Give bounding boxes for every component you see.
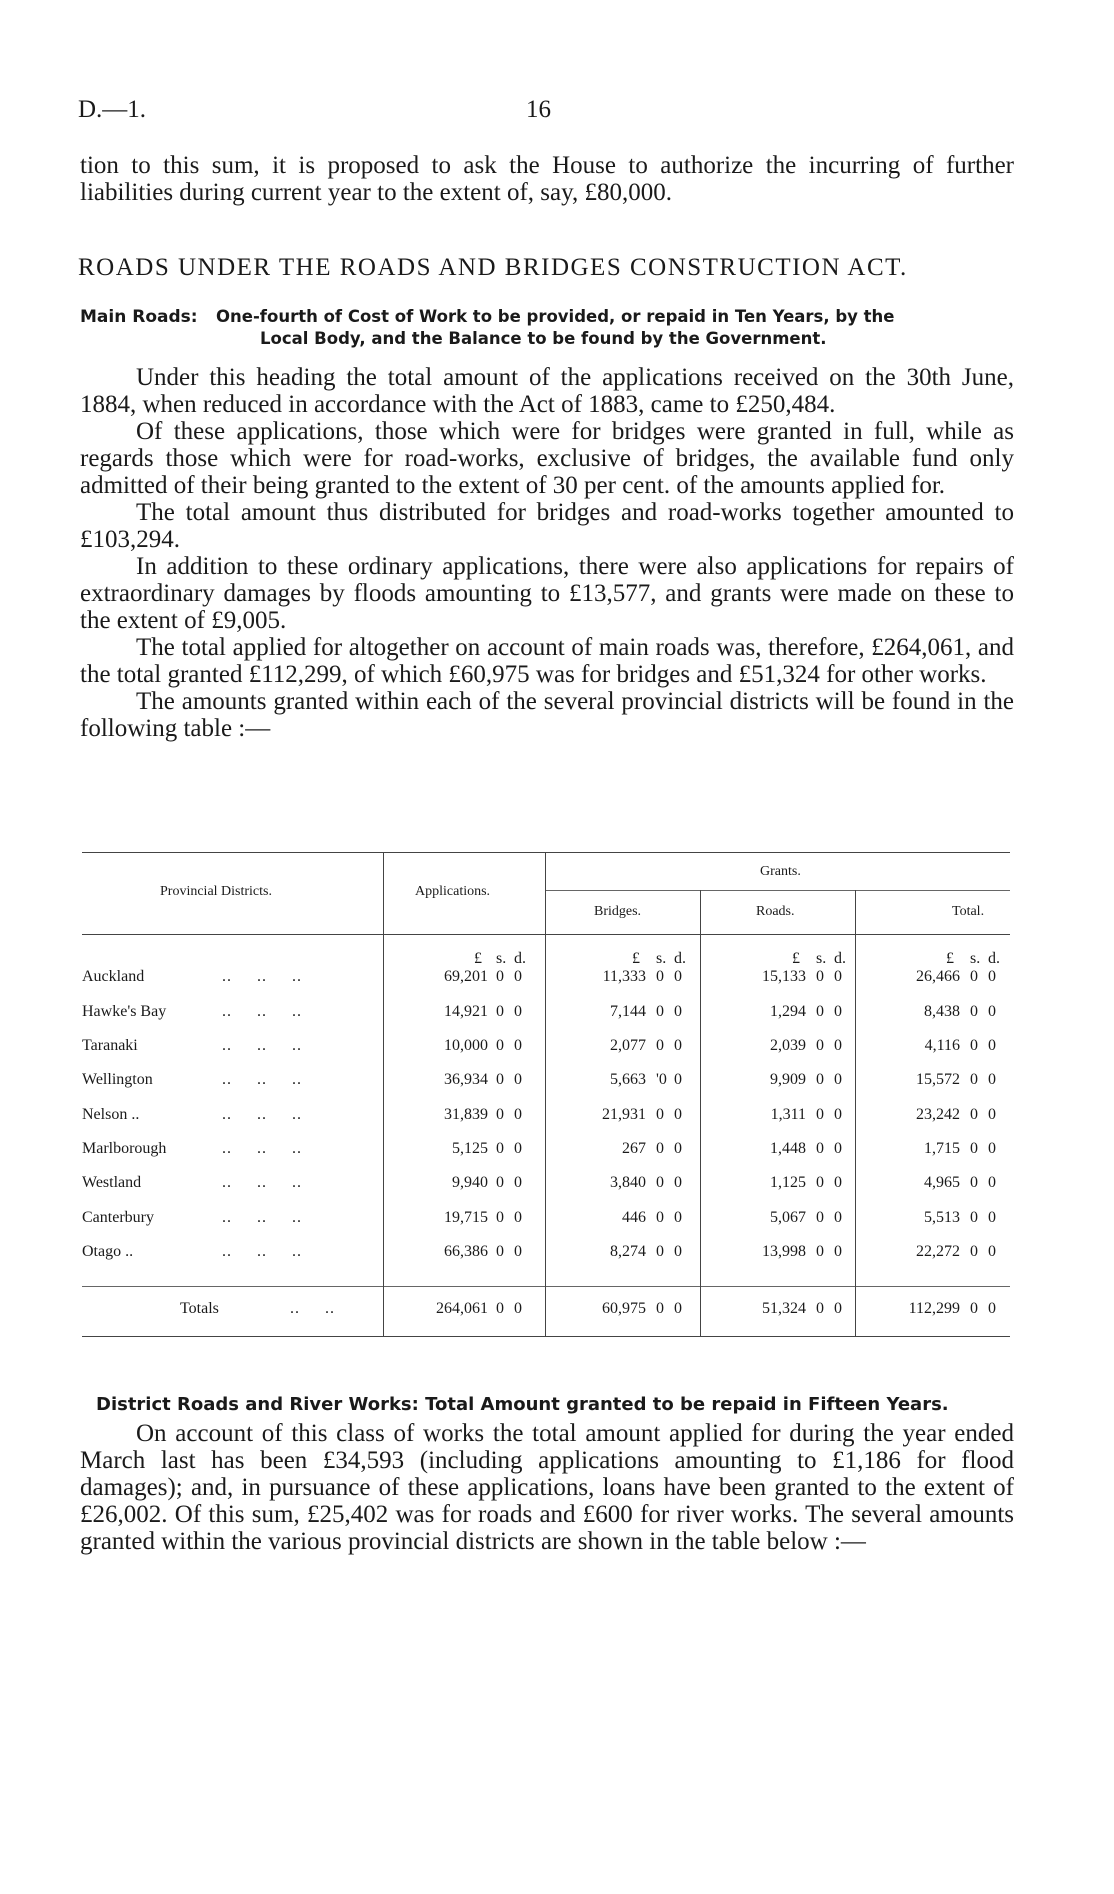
amount-total: 4,965: [924, 1174, 960, 1191]
amount-shillings: 0: [816, 1209, 824, 1226]
paragraph: In addition to these ordinary applications, there were also applications for repairs of extraordinary damages by floods amounting to £13,577, and grants were made on these to the extent of £9,005.: [80, 553, 1014, 634]
amount-roads: 1,448: [770, 1140, 806, 1157]
amount-bridges: 7,144: [610, 1003, 646, 1020]
amount-pence: 0: [674, 1106, 682, 1123]
amount-pence: 0: [514, 1140, 522, 1157]
district-name: Otago ..: [82, 1243, 134, 1260]
amount-pence: 0: [834, 1243, 842, 1260]
amount-shillings: 0: [816, 1140, 824, 1157]
amount-shillings: 0: [656, 1037, 664, 1054]
amount-pence: 0: [988, 1106, 996, 1123]
total-amount-roads: 51,324: [762, 1300, 806, 1317]
page-number: 16: [526, 96, 551, 123]
amount-applications: 19,715: [444, 1209, 488, 1226]
unit-pence-label: d.: [514, 950, 526, 967]
amount-total: 22,272: [916, 1243, 960, 1260]
amount-pence: 0: [988, 1071, 996, 1088]
leader-dots: .. .. ..: [222, 1140, 302, 1157]
paragraph: The amounts granted within each of the several provincial districts will be found in the following table :—: [80, 688, 1014, 742]
district-name: Marlborough: [82, 1140, 167, 1157]
amount-roads: 2,039: [770, 1037, 806, 1054]
district-name: Wellington: [82, 1071, 153, 1088]
amount-shillings: 0: [496, 1003, 504, 1020]
amount-pence: 0: [988, 968, 996, 985]
amount-applications: 69,201: [444, 968, 488, 985]
district-roads-heading: District Roads and River Works: Total Amount granted to be repaid in Fifteen Years.: [96, 1394, 949, 1415]
amount-pence: 0: [988, 1140, 996, 1157]
amount-total: 4,116: [924, 1037, 960, 1054]
header-applications: Applications.: [415, 884, 491, 899]
amount-pence: 0: [674, 1037, 682, 1054]
amount-pence: 0: [834, 1071, 842, 1088]
district-roads-body: [80, 1420, 1014, 1555]
leader-dots: .. .. ..: [222, 1071, 302, 1088]
amount-applications: 66,386: [444, 1243, 488, 1260]
amount-pence: 0: [988, 1003, 996, 1020]
unit-pound-label: £: [946, 950, 954, 967]
amount-bridges: 446: [622, 1209, 646, 1226]
amount-total: 1,715: [924, 1140, 960, 1157]
amount-shillings: 0: [496, 1243, 504, 1260]
amount-pence: 0: [834, 1209, 842, 1226]
amount-pence: 0: [834, 1003, 842, 1020]
amount-pence: 0: [834, 1300, 842, 1317]
leader-dots: .. .. ..: [222, 1037, 302, 1054]
amount-shillings: 0: [816, 1243, 824, 1260]
amount-shillings: 0: [496, 1300, 504, 1317]
amount-pence: 0: [514, 1174, 522, 1191]
district-name: Auckland: [82, 968, 145, 985]
amount-roads: 1,311: [770, 1106, 806, 1123]
district-name: Taranaki: [82, 1037, 138, 1054]
amount-pence: 0: [834, 1037, 842, 1054]
amount-shillings: 0: [496, 1106, 504, 1123]
leader-dots: .. .. ..: [222, 1174, 302, 1191]
amount-bridges: 5,663: [610, 1071, 646, 1088]
column-divider: [383, 852, 384, 1336]
unit-pence-label: d.: [988, 950, 1000, 967]
page-header: [78, 96, 1036, 126]
amount-shillings: 0: [970, 1140, 978, 1157]
amount-shillings: 0: [970, 1106, 978, 1123]
amount-pence: 0: [988, 1037, 996, 1054]
amount-shillings: 0: [496, 1174, 504, 1191]
leader-dots: .. .. ..: [222, 1209, 302, 1226]
amount-pence: 0: [514, 1209, 522, 1226]
main-roads-label: Main Roads:: [80, 307, 198, 327]
header-total: Total.: [952, 904, 985, 919]
amount-applications: 36,934: [444, 1071, 488, 1088]
unit-pence-label: d.: [674, 950, 686, 967]
section-heading: ROADS UNDER THE ROADS AND BRIDGES CONSTRUCTION ACT.: [78, 254, 908, 281]
amount-pence: 0: [514, 1071, 522, 1088]
amount-total: 15,572: [916, 1071, 960, 1088]
main-roads-line-2: Local Body, and the Balance to be found by the Government.: [260, 329, 827, 348]
amount-pence: 0: [834, 1140, 842, 1157]
amount-pence: 0: [988, 1243, 996, 1260]
amount-shillings: 0: [816, 968, 824, 985]
amount-pence: 0: [674, 1209, 682, 1226]
main-roads-body: [80, 364, 1014, 742]
amount-total: 5,513: [924, 1209, 960, 1226]
amount-shillings: 0: [656, 1106, 664, 1123]
district-name: Canterbury: [82, 1209, 154, 1226]
amount-shillings: 0: [496, 1037, 504, 1054]
unit-pound-label: £: [632, 950, 640, 967]
totals-rule: [82, 1286, 1010, 1287]
amount-shillings: 0: [496, 1071, 504, 1088]
amount-pence: 0: [834, 1106, 842, 1123]
amount-shillings: 0: [816, 1300, 824, 1317]
unit-pound-label: £: [474, 950, 482, 967]
table-bottom-rule: [82, 1336, 1010, 1337]
amount-pence: 0: [674, 968, 682, 985]
district-name: Westland: [82, 1174, 142, 1191]
amount-pence: 0: [514, 1003, 522, 1020]
leader-dots: .. .. ..: [222, 1106, 302, 1123]
amount-shillings: 0: [816, 1071, 824, 1088]
amount-bridges: 11,333: [602, 968, 646, 985]
main-roads-subheading: [80, 306, 1020, 354]
district-name: Hawke's Bay: [82, 1003, 167, 1020]
grants-subheader-rule: [545, 890, 1010, 891]
paragraph: On account of this class of works the total amount applied for during the year ended March last has been £34,593 (including applications amounting to £1,186 for flood damages); and, in pursuance of these applications, loans have been granted to the extent of £26,002. Of this sum, £25,402 was for roads and £600 for river works. The several amounts granted within the various provincial districts are shown in the table below :—: [80, 1420, 1014, 1555]
amount-bridges: 8,274: [610, 1243, 646, 1260]
amount-shillings: 0: [970, 968, 978, 985]
amount-shillings: 0: [816, 1037, 824, 1054]
unit-shillings-label: s.: [970, 950, 981, 967]
amount-applications: 9,940: [452, 1174, 488, 1191]
amount-bridges: 2,077: [610, 1037, 646, 1054]
unit-pound-label: £: [792, 950, 800, 967]
leader-dots: .. .. ..: [222, 968, 302, 985]
amount-shillings: 0: [816, 1174, 824, 1191]
amount-total: 23,242: [916, 1106, 960, 1123]
amount-pence: 0: [988, 1300, 996, 1317]
paragraph: The total applied for altogether on account of main roads was, therefore, £264,061, and the total granted £112,299, of which £60,975 was for bridges and £51,324 for other works.: [80, 634, 1014, 688]
amount-pence: 0: [674, 1300, 682, 1317]
unit-pence-label: d.: [834, 950, 846, 967]
amount-pence: 0: [834, 968, 842, 985]
table-top-rule: [82, 852, 1010, 853]
main-roads-line-1: One-fourth of Cost of Work to be provided, or repaid in Ten Years, by the: [216, 307, 895, 326]
column-divider: [700, 890, 701, 1336]
unit-shillings-label: s.: [496, 950, 507, 967]
amount-roads: 1,294: [770, 1003, 806, 1020]
header-roads: Roads.: [756, 904, 795, 919]
amount-shillings: 0: [970, 1071, 978, 1088]
header-bridges: Bridges.: [594, 904, 642, 919]
amount-shillings: 0: [496, 1140, 504, 1157]
amount-shillings: 0: [970, 1243, 978, 1260]
paragraph: Of these applications, those which were for bridges were granted in full, while as regards those which were for road-works, exclusive of bridges, the available fund only admitted of their being granted to the extent of 30 per cent. of the amounts applied for.: [80, 418, 1014, 499]
amount-roads: 1,125: [770, 1174, 806, 1191]
amount-bridges: 267: [622, 1140, 646, 1157]
amount-shillings: 0: [970, 1209, 978, 1226]
amount-pence: 0: [674, 1174, 682, 1191]
amount-bridges: 21,931: [602, 1106, 646, 1123]
totals-label: Totals: [180, 1300, 219, 1317]
amount-shillings: 0: [970, 1003, 978, 1020]
amount-applications: 10,000: [444, 1037, 488, 1054]
leader-dots: .. .. ..: [222, 1003, 302, 1020]
amount-shillings: 0: [656, 1174, 664, 1191]
amount-shillings: 0: [656, 968, 664, 985]
amount-shillings: 0: [970, 1300, 978, 1317]
column-divider: [855, 890, 856, 1336]
amount-pence: 0: [988, 1174, 996, 1191]
amount-shillings: 0: [656, 1003, 664, 1020]
unit-shillings-label: s.: [816, 950, 827, 967]
amount-shillings: 0: [816, 1003, 824, 1020]
amount-pence: 0: [674, 1140, 682, 1157]
amount-roads: 5,067: [770, 1209, 806, 1226]
amount-pence: 0: [674, 1243, 682, 1260]
amount-pence: 0: [834, 1174, 842, 1191]
amount-total: 8,438: [924, 1003, 960, 1020]
leader-dots: .. .. ..: [222, 1243, 302, 1260]
amount-shillings: 0: [496, 1209, 504, 1226]
total-amount-applications: 264,061: [436, 1300, 488, 1317]
header-provincial-districts: Provincial Districts.: [160, 884, 272, 899]
total-amount-total: 112,299: [908, 1300, 960, 1317]
district-name: Nelson ..: [82, 1106, 140, 1123]
amount-pence: 0: [514, 1300, 522, 1317]
table-header-rule: [82, 934, 1010, 935]
intro-paragraph: tion to this sum, it is proposed to ask the House to authorize the incurring of further liabilities during current year to the extent of, say, £80,000.: [80, 152, 1014, 206]
paragraph: Under this heading the total amount of the applications received on the 30th June, 1884, when reduced in accordance with the Act of 1883, came to £250,484.: [80, 364, 1014, 418]
amount-shillings: 0: [656, 1243, 664, 1260]
amount-shillings: 0: [656, 1209, 664, 1226]
amount-pence: 0: [514, 1037, 522, 1054]
amount-shillings: 0: [656, 1140, 664, 1157]
amount-pence: 0: [514, 1243, 522, 1260]
amount-pence: 0: [674, 1071, 682, 1088]
amount-roads: 15,133: [762, 968, 806, 985]
amount-shillings: 0: [970, 1174, 978, 1191]
unit-shillings-label: s.: [656, 950, 667, 967]
amount-total: 26,466: [916, 968, 960, 985]
amount-applications: 31,839: [444, 1106, 488, 1123]
total-amount-bridges: 60,975: [602, 1300, 646, 1317]
amount-applications: 5,125: [452, 1140, 488, 1157]
amount-pence: 0: [514, 1106, 522, 1123]
document-reference: D.—1.: [78, 96, 147, 123]
amount-shillings: 0: [970, 1037, 978, 1054]
paragraph: The total amount thus distributed for bridges and road-works together amounted to £103,294.: [80, 499, 1014, 553]
header-grants: Grants.: [760, 864, 801, 879]
amount-pence: 0: [988, 1209, 996, 1226]
amount-shillings: '0: [656, 1071, 667, 1088]
amount-applications: 14,921: [444, 1003, 488, 1020]
amount-roads: 9,909: [770, 1071, 806, 1088]
amount-pence: 0: [674, 1003, 682, 1020]
amount-bridges: 3,840: [610, 1174, 646, 1191]
amount-roads: 13,998: [762, 1243, 806, 1260]
amount-shillings: 0: [816, 1106, 824, 1123]
amount-pence: 0: [514, 968, 522, 985]
amount-shillings: 0: [496, 968, 504, 985]
leader-dots: .. ..: [290, 1300, 335, 1317]
column-divider: [545, 852, 546, 1336]
amount-shillings: 0: [656, 1300, 664, 1317]
